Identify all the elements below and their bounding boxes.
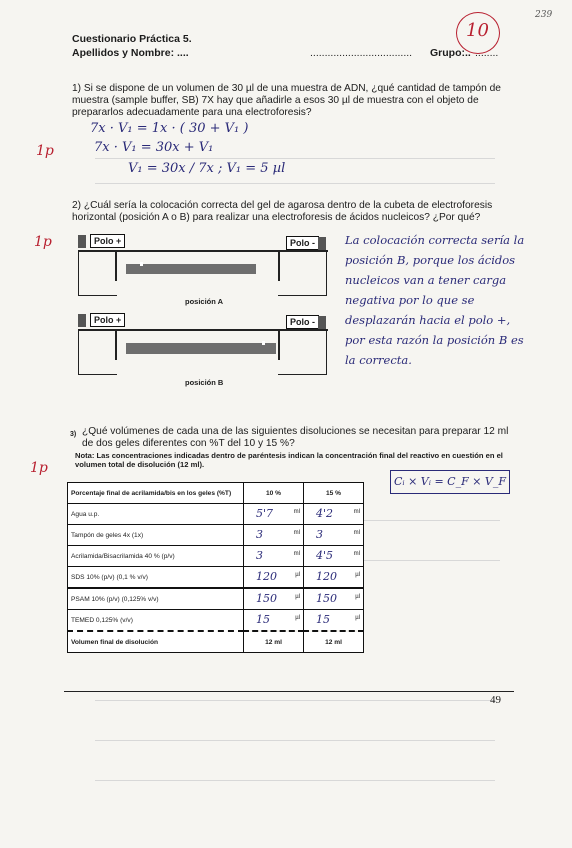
polo-positive-label: Polo + <box>90 313 125 327</box>
unit: ml <box>353 509 360 515</box>
cell-15-percent <box>304 546 364 567</box>
tank-well-left <box>78 251 117 296</box>
electrode-pos <box>78 314 86 327</box>
unit: ml <box>353 551 360 557</box>
unit: ml <box>293 509 300 515</box>
q1-answer-line-2: 7x · V₁ = 30x + V₁ <box>94 140 214 155</box>
handwritten-value: 150 <box>316 592 337 605</box>
electrode-neg <box>318 316 326 329</box>
bleed-line <box>95 700 495 701</box>
table-row <box>68 610 364 632</box>
unit: µl <box>355 572 360 578</box>
tank-wall <box>278 251 280 281</box>
cell-15-percent <box>304 588 364 610</box>
cell-10-percent <box>244 567 304 589</box>
table-row <box>68 588 364 610</box>
footer-rule <box>64 691 514 692</box>
agarose-gel-a <box>126 264 256 274</box>
row-label: TEMED 0,125% (v/v) <box>68 610 244 632</box>
cell-15-percent <box>304 525 364 546</box>
q3-mark: 1p <box>30 460 48 476</box>
dilution-formula: Cᵢ × Vᵢ = C_F × V_F <box>390 470 510 494</box>
handwritten-value: 150 <box>256 592 277 605</box>
bleed-line <box>95 158 495 159</box>
electrode-neg <box>318 237 326 250</box>
row-label: Acrilamida/Bisacrilamida 40 % (p/v) <box>68 546 244 567</box>
volumes-table <box>67 482 364 653</box>
question-2-text: 2) ¿Cuál sería la colocación correcta del gel de agarosa dentro de la cubeta de electroforesis horizontal (posición A o B) para realizar una electroforesis de ácidos nucleicos? ¿Por qué? <box>72 200 493 223</box>
page-stamp: 239 <box>535 10 553 20</box>
cell-10-percent <box>244 546 304 567</box>
cell-10-percent <box>244 525 304 546</box>
tank-well-left <box>78 330 117 375</box>
polo-negative-label: Polo - <box>286 315 319 329</box>
table-header-row <box>68 483 364 504</box>
tank-wall <box>115 330 117 360</box>
table-footer-row <box>68 631 364 653</box>
unit: µl <box>295 615 300 621</box>
handwritten-value: 120 <box>256 570 277 583</box>
score-value: 10 <box>466 20 489 41</box>
table-header-cell: Porcentaje final de acrilamida/bis en los geles (%T) <box>68 483 244 504</box>
cell-10-percent <box>244 504 304 525</box>
unit: µl <box>355 594 360 600</box>
q1-answer-line-3: V₁ = 30x / 7x ; V₁ = 5 µl <box>128 161 286 176</box>
cell-10-percent <box>244 610 304 632</box>
group-label: Grupo:.. <box>430 47 471 59</box>
table-header-cell: 10 % <box>244 483 304 504</box>
gel-well <box>140 262 143 266</box>
row-label: PSAM 10% (p/v) (0,125% v/v) <box>68 588 244 610</box>
row-label: Volumen final de disolución <box>68 631 244 653</box>
page-title: Cuestionario Práctica 5. <box>72 33 192 45</box>
handwritten-value: 3 <box>256 549 263 562</box>
cell-15-percent <box>304 504 364 525</box>
handwritten-value: 5'7 <box>256 507 274 520</box>
q2-mark: 1p <box>34 234 52 250</box>
handwritten-value: 15 <box>256 613 270 626</box>
unit: ml <box>353 530 360 536</box>
unit: µl <box>295 572 300 578</box>
agarose-gel-b <box>126 343 276 354</box>
unit: ml <box>293 551 300 557</box>
bleed-line <box>95 740 495 741</box>
tank-well-right <box>278 330 327 375</box>
q2-answer: La colocación correcta sería la posición B, porque los ácidos nucleicos van a tener carga negativa por lo que se desplazarán hacia el polo +, por esta razón la posición B es la correcta. <box>345 233 525 367</box>
handwritten-value: 4'5 <box>316 549 334 562</box>
cell-15-percent <box>304 610 364 632</box>
handwritten-value: 4'2 <box>316 507 334 520</box>
table-row <box>68 567 364 589</box>
label-position-b: posición B <box>185 378 224 387</box>
row-label: SDS 10% (p/v) (0,1 % v/v) <box>68 567 244 589</box>
bleed-line <box>95 183 495 184</box>
bleed-line <box>95 780 495 781</box>
unit: µl <box>295 594 300 600</box>
handwritten-value: 15 <box>316 613 330 626</box>
handwritten-value: 3 <box>256 528 263 541</box>
polo-negative-label: Polo - <box>286 236 319 250</box>
electrode-pos <box>78 235 86 248</box>
handwritten-value: 3 <box>316 528 323 541</box>
row-label: Tampón de geles 4x (1x) <box>68 525 244 546</box>
table-row <box>68 525 364 546</box>
bleed-line <box>360 520 500 521</box>
page-number: 49 <box>490 694 501 706</box>
q3-number: 3) <box>70 431 77 438</box>
bleed-line <box>360 560 500 561</box>
table-row <box>68 504 364 525</box>
unit: µl <box>355 615 360 621</box>
q1-mark: 1p <box>36 143 54 159</box>
table-row <box>68 546 364 567</box>
question-3-text: ¿Qué volúmenes de cada una de las siguientes disoluciones se necesitan para preparar 12 ml de dos geles diferentes con %T del 10 y 15 %? <box>82 426 509 449</box>
tank-wall <box>278 330 280 360</box>
polo-positive-label: Polo + <box>90 234 125 248</box>
label-position-a: posición A <box>185 297 224 306</box>
name-label: Apellidos y Nombre: .... <box>72 47 189 59</box>
q1-answer-line-1: 7x · V₁ = 1x · ( 30 + V₁ ) <box>90 121 249 136</box>
cell-15-percent: 12 ml <box>304 631 364 653</box>
cell-10-percent <box>244 588 304 610</box>
handwritten-value: 120 <box>316 570 337 583</box>
table-header-cell: 15 % <box>304 483 364 504</box>
gel-well <box>262 341 265 345</box>
tank-wall <box>115 251 117 281</box>
group-dots: ........ <box>475 47 499 59</box>
name-dots: ................................... <box>310 47 413 59</box>
tank-well-right <box>278 251 327 296</box>
cell-15-percent <box>304 567 364 589</box>
unit: ml <box>293 530 300 536</box>
question-3-note: Nota: Las concentraciones indicadas dentro de paréntesis indican la concentración final del reactivo en cuestión en el volumen total de disolución (12 ml). <box>75 451 503 469</box>
cell-10-percent: 12 ml <box>244 631 304 653</box>
row-label: Agua u.p. <box>68 504 244 525</box>
question-1-text: 1) Si se dispone de un volumen de 30 µl de una muestra de ADN, ¿qué cantidad de tampón de muestra (sample buffer, SB) 7X hay que añadirle a esos 30 µl de muestra con el objeto de prepararlos adecuadamente para una electroforesis? <box>72 83 501 118</box>
